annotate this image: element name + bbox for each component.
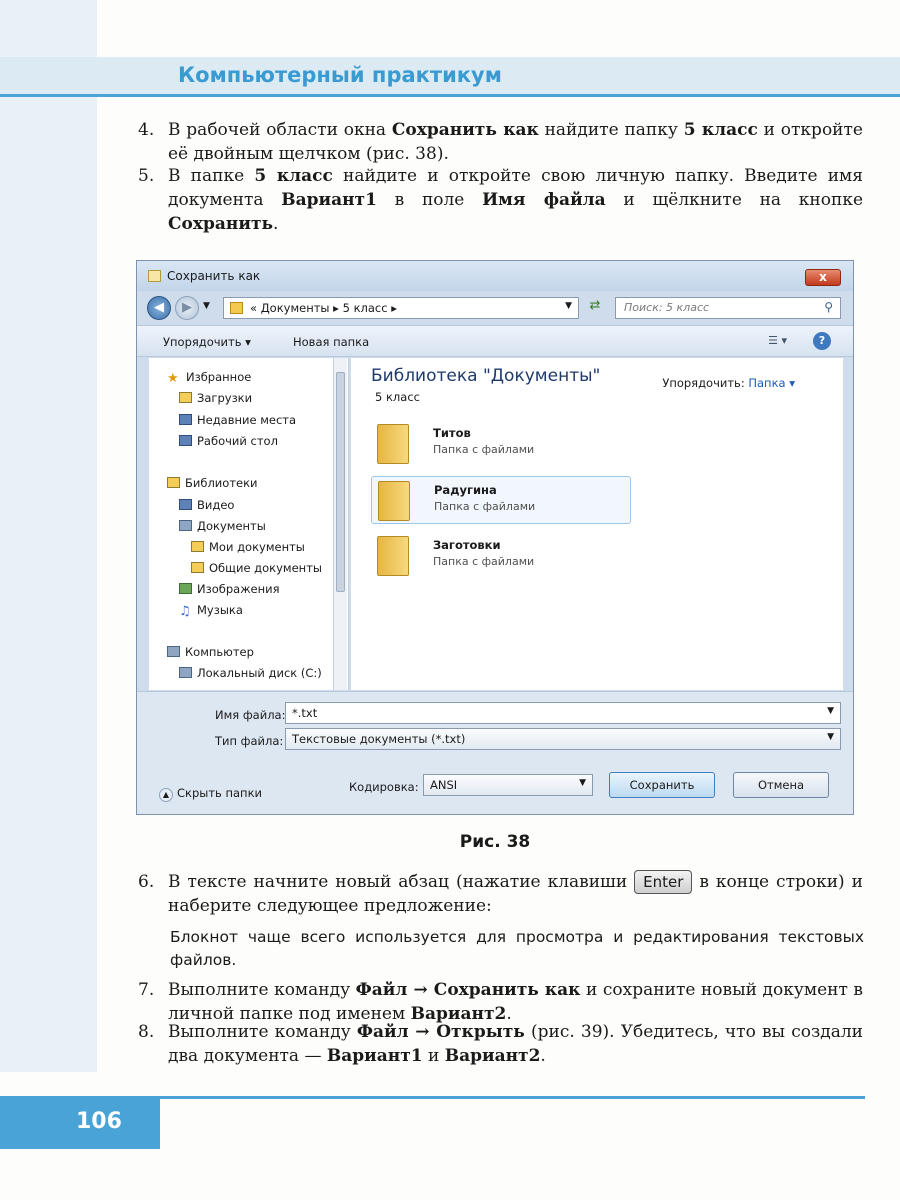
- hide-folders-label: Скрыть папки: [177, 786, 262, 800]
- bold-term: Вариант2: [444, 1046, 541, 1066]
- text: найдите папку: [538, 120, 684, 140]
- nav-label: Загрузки: [197, 391, 253, 405]
- search-icon[interactable]: ⚲: [824, 300, 833, 314]
- address-row: [137, 291, 853, 325]
- documents-icon: [179, 520, 192, 531]
- folder-type: Папка с файлами: [433, 555, 535, 568]
- step-8: [138, 1020, 863, 1068]
- nav-images[interactable]: [179, 582, 280, 596]
- filetype-value: Текстовые документы (*.txt): [292, 732, 466, 746]
- bold-term: Имя файла: [482, 190, 606, 210]
- disk-icon: [179, 667, 192, 678]
- arrange-value[interactable]: Папка ▾: [748, 376, 795, 390]
- text: и щёлкните на кнопке: [605, 190, 863, 210]
- forward-button[interactable]: ▶: [175, 296, 199, 320]
- notepad-icon: [148, 270, 161, 282]
- enter-key: Enter: [634, 870, 692, 894]
- nav-music[interactable]: [179, 603, 243, 617]
- refresh-icon[interactable]: ⇄: [589, 298, 601, 313]
- text: .: [540, 1046, 546, 1066]
- page-number-box: [0, 1099, 160, 1149]
- nav-computer[interactable]: [167, 645, 254, 659]
- bold-term: Файл → Открыть: [356, 1022, 525, 1042]
- hide-folders-button[interactable]: [159, 786, 262, 802]
- text: (рис. 39). Убедитесь, что вы создали два документа —: [168, 1022, 863, 1066]
- library-title: Библиотека "Документы": [371, 366, 601, 386]
- encoding-select[interactable]: [423, 774, 593, 796]
- chevron-down-icon[interactable]: ▼: [579, 778, 586, 788]
- text: и: [422, 1046, 445, 1066]
- library-subtitle: 5 класс: [375, 390, 420, 404]
- folder-type: Папка с файлами: [434, 500, 536, 513]
- nav-label: Библиотеки: [185, 476, 258, 490]
- text: .: [273, 214, 279, 234]
- encoding-value: ANSI: [430, 778, 458, 792]
- chevron-down-icon[interactable]: ▼: [565, 301, 572, 311]
- step-number: 5.: [138, 166, 155, 186]
- recent-places-icon: [179, 414, 192, 425]
- nav-favorites[interactable]: [167, 370, 251, 384]
- nav-label: Избранное: [186, 370, 252, 384]
- page-number: 106: [76, 1109, 122, 1134]
- address-path: « Документы ▸ 5 класс ▸: [250, 301, 397, 315]
- libraries-icon: [167, 477, 180, 488]
- folder-icon: [378, 481, 410, 521]
- folder-item[interactable]: [371, 476, 631, 524]
- bold-term: 5 класс: [683, 120, 758, 140]
- text: В тексте начните новый абзац (нажатие клавиши: [168, 872, 635, 892]
- bold-term: Файл → Сохранить как: [355, 980, 581, 1000]
- step-6: [138, 870, 863, 918]
- folder-item[interactable]: [371, 420, 631, 468]
- step-number: 6.: [138, 872, 155, 892]
- section-header: [0, 57, 900, 97]
- arrange-label: Упорядочить:: [662, 376, 745, 390]
- save-as-dialog: [136, 260, 854, 815]
- nav-label: Изображения: [197, 582, 280, 596]
- music-icon: ♫: [179, 604, 191, 619]
- video-icon: [179, 499, 192, 510]
- left-margin-band: [0, 0, 97, 1072]
- step-number: 8.: [138, 1022, 155, 1042]
- folder-icon: [377, 536, 409, 576]
- filename-input[interactable]: [285, 702, 841, 724]
- example-sentence: Блокнот чаще всего используется для просмотра и редактирования текстовых файлов.: [170, 928, 864, 969]
- close-button[interactable]: x: [805, 269, 841, 286]
- nav-video[interactable]: [179, 498, 234, 512]
- nav-label: Общие документы: [209, 561, 322, 575]
- text: найдите и откройте свою личную папку. Введите имя документа: [168, 166, 863, 210]
- bold-term: Сохранить: [168, 214, 274, 234]
- folder-icon: [377, 424, 409, 464]
- folder-name: Заготовки: [433, 538, 501, 552]
- search-input[interactable]: [615, 297, 841, 319]
- folder-icon: [230, 302, 243, 314]
- bold-term: Сохранить как: [391, 120, 539, 140]
- navigation-pane: [149, 358, 349, 690]
- cancel-button[interactable]: Отмена: [733, 772, 829, 798]
- scrollbar-thumb[interactable]: [336, 372, 345, 592]
- bold-term: Вариант1: [281, 190, 377, 210]
- nav-libraries[interactable]: [167, 476, 258, 490]
- nav-label: Недавние места: [197, 413, 297, 427]
- dialog-toolbar: [137, 325, 853, 357]
- images-icon: [179, 583, 192, 594]
- desktop-icon: [179, 435, 192, 446]
- filetype-select[interactable]: [285, 728, 841, 750]
- folder-item[interactable]: [371, 532, 631, 580]
- filename-value: *.txt: [292, 706, 318, 720]
- dialog-title: Сохранить как: [167, 269, 261, 283]
- back-button[interactable]: ◀: [147, 296, 171, 320]
- nav-recent[interactable]: [179, 413, 296, 427]
- save-button[interactable]: Сохранить: [609, 772, 715, 798]
- computer-icon: [167, 646, 180, 657]
- dialog-bottom: [137, 691, 853, 814]
- nav-my-documents[interactable]: [191, 540, 305, 554]
- figure-caption: Рис. 38: [459, 832, 531, 852]
- text: В рабочей области окна: [168, 120, 392, 140]
- text: в поле: [376, 190, 483, 210]
- step-5: [138, 164, 863, 236]
- star-icon: ★: [167, 371, 179, 386]
- downloads-icon: [179, 392, 192, 403]
- dialog-titlebar: [137, 261, 853, 291]
- step-7: [138, 978, 863, 1026]
- nav-label: Локальный диск (C:): [197, 666, 322, 680]
- text: в конце строки) и наберите следующее предложение:: [168, 872, 863, 916]
- text: .: [506, 1004, 512, 1024]
- nav-label: Рабочий стол: [197, 434, 278, 448]
- folder-type: Папка с файлами: [433, 443, 535, 456]
- nav-label: Компьютер: [185, 645, 254, 659]
- views-icon[interactable]: ☰ ▾: [768, 334, 787, 347]
- chevron-down-icon[interactable]: ▼: [827, 732, 834, 742]
- folder-icon: [191, 541, 204, 552]
- nav-label: Документы: [197, 519, 266, 533]
- chevron-down-icon[interactable]: ▼: [827, 706, 834, 716]
- nav-desktop[interactable]: [179, 434, 278, 448]
- nav-shared-documents[interactable]: [191, 561, 322, 575]
- bold-term: 5 класс: [254, 166, 333, 186]
- address-bar[interactable]: [223, 297, 579, 319]
- step-number: 7.: [138, 980, 155, 1000]
- section-title: Компьютерный практикум: [178, 63, 502, 87]
- chevron-up-icon: ▲: [159, 788, 173, 802]
- filename-label: Имя файла:: [215, 708, 286, 722]
- history-dropdown-icon[interactable]: ▼: [203, 301, 210, 311]
- organize-button[interactable]: Упорядочить ▾: [163, 335, 251, 349]
- bold-term: Вариант2: [410, 1004, 507, 1024]
- filetype-label: Тип файла:: [215, 734, 284, 748]
- nav-label: Музыка: [197, 603, 243, 617]
- nav-label: Мои документы: [209, 540, 305, 554]
- search-placeholder: Поиск: 5 класс: [624, 301, 710, 314]
- text: Выполните команду: [168, 980, 356, 1000]
- arrange-by[interactable]: [662, 376, 795, 390]
- help-icon[interactable]: ?: [813, 332, 831, 350]
- text: Выполните команду: [168, 1022, 357, 1042]
- text: В папке: [168, 166, 255, 186]
- nav-downloads[interactable]: [179, 391, 252, 405]
- new-folder-button[interactable]: Новая папка: [293, 335, 370, 349]
- step-4: [138, 118, 863, 166]
- nav-label: Видео: [197, 498, 235, 512]
- content-pane: [351, 358, 843, 690]
- step-number: 4.: [138, 120, 155, 140]
- folder-icon: [191, 562, 204, 573]
- nav-documents[interactable]: [179, 519, 266, 533]
- encoding-label: Кодировка:: [349, 780, 419, 794]
- folder-name: Радугина: [434, 483, 497, 497]
- nav-local-disk[interactable]: [179, 666, 322, 680]
- text: и откройте её двойным щелчком (рис. 38).: [168, 120, 863, 164]
- bold-term: Вариант1: [326, 1046, 423, 1066]
- nav-scrollbar[interactable]: [333, 358, 347, 690]
- text: и сохраните новый документ в личной папке под именем: [168, 980, 863, 1024]
- folder-name: Титов: [433, 426, 471, 440]
